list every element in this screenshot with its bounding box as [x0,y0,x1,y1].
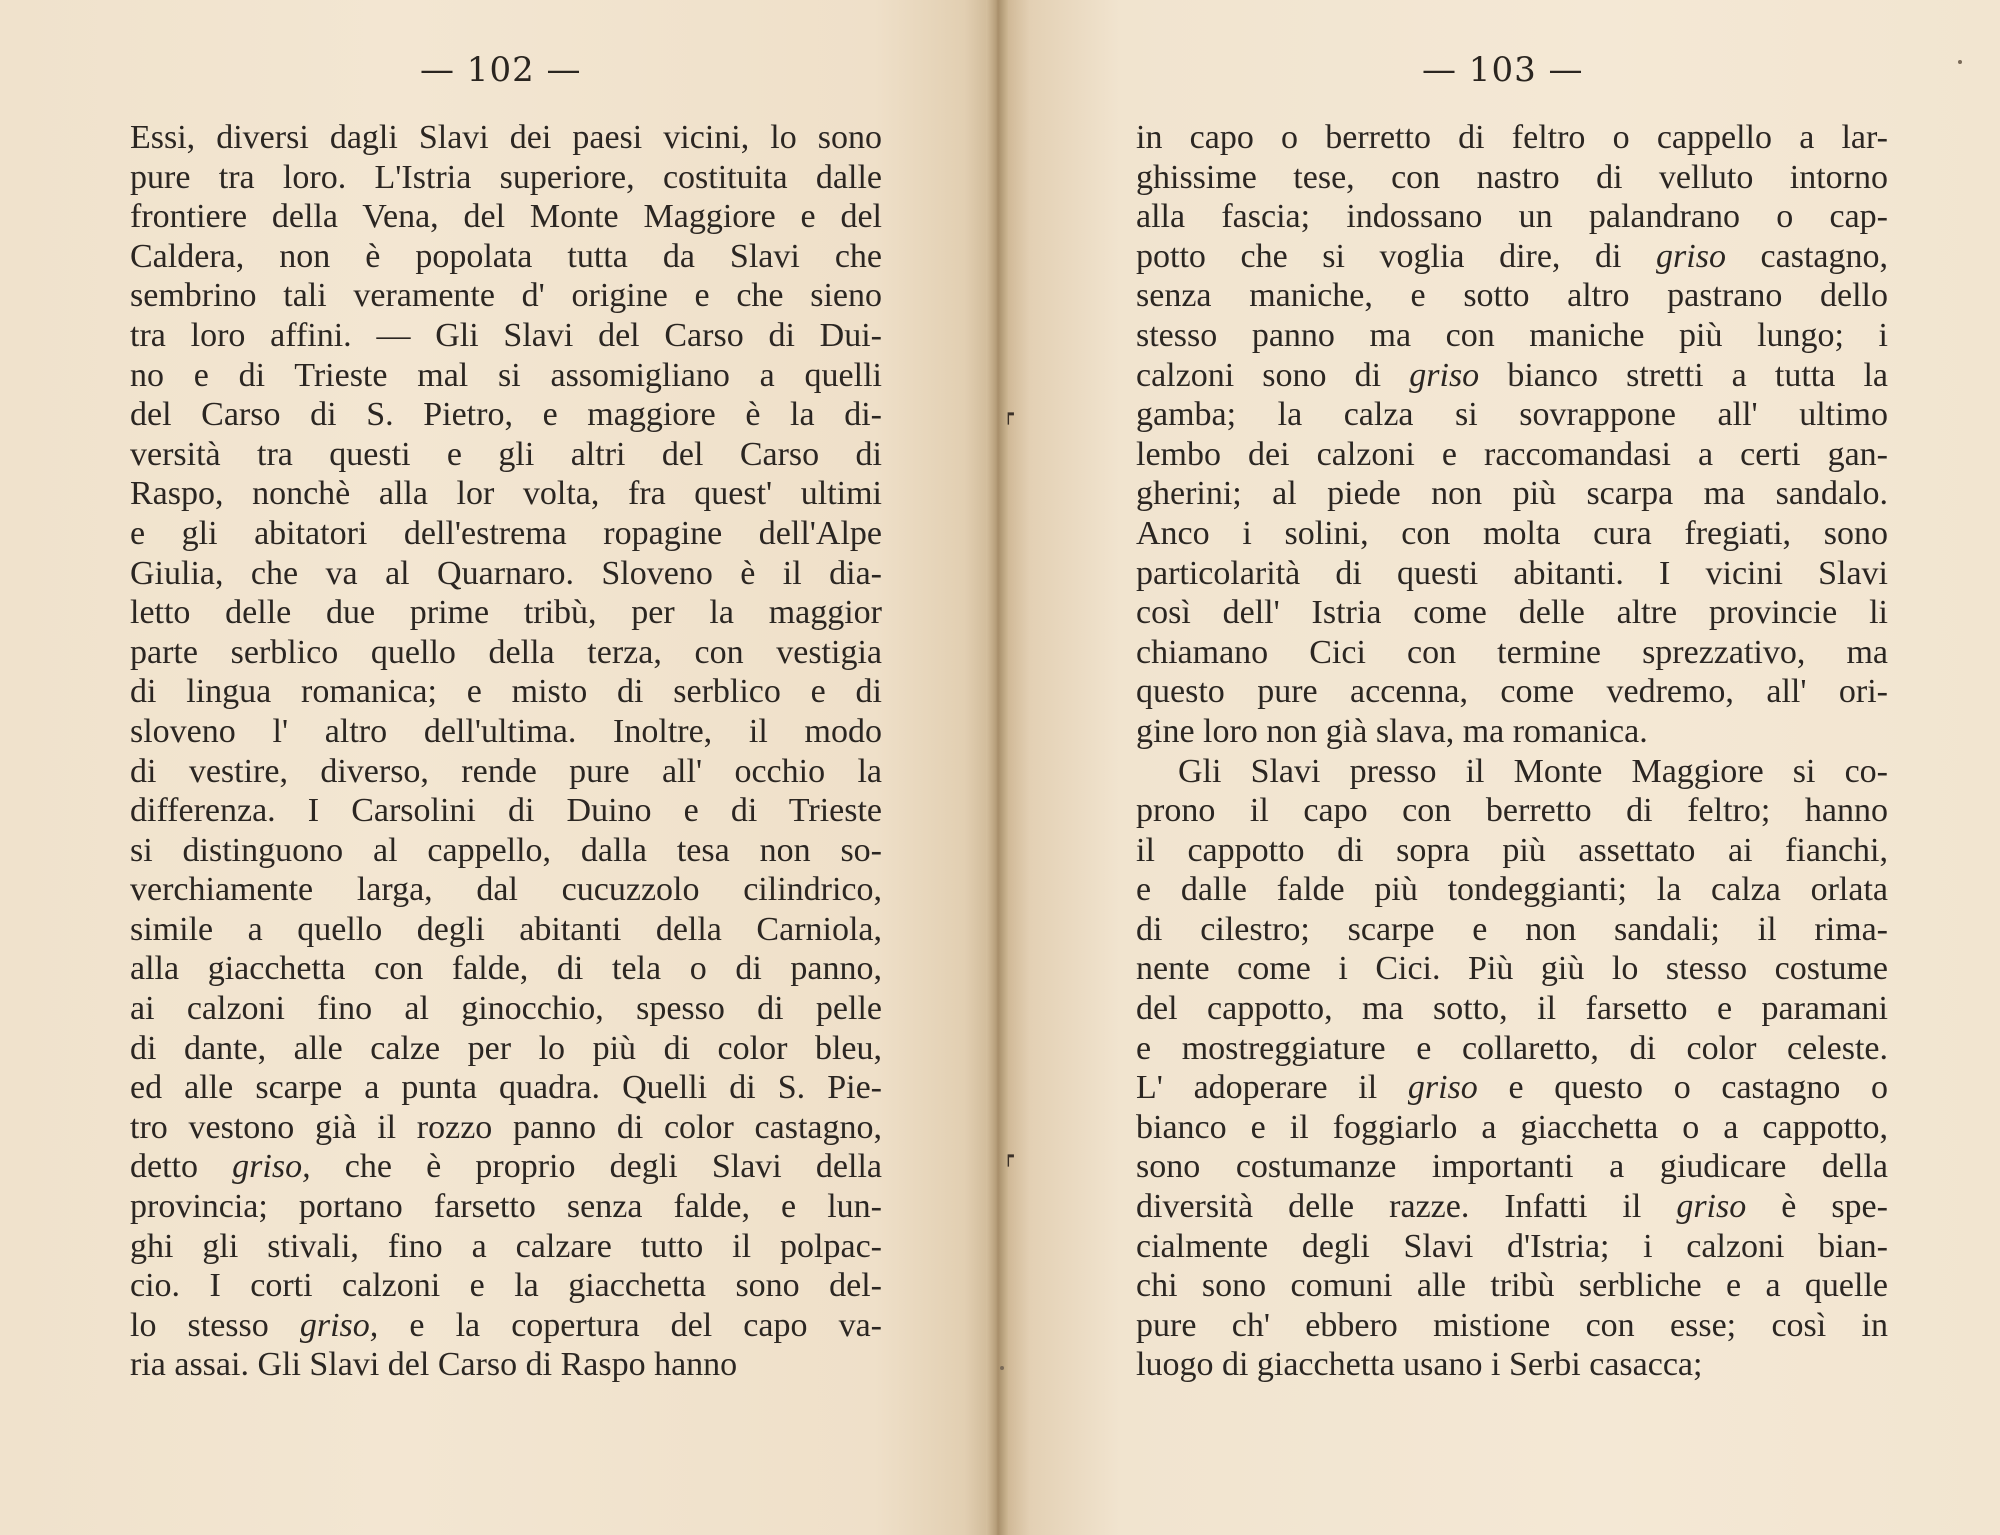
margin-mark: ┍ [1003,404,1014,425]
text-line: calzoni sono di griso bianco stretti a tutta la [1136,356,1888,394]
text-line: di lingua romanica; e misto di serblico e di [130,673,882,711]
text-line: in capo o berretto di feltro o cappello a lar- [1136,119,1888,156]
paper-speck [1000,1366,1004,1370]
text-line: frontiere della Vena, del Monte Maggiore e del [130,198,882,236]
text-line: pure tra loro. L'Istria superiore, costituita dalle [130,158,882,196]
text-line: si distinguono al cappello, dalla tesa non so- [130,831,882,869]
text-line: simile a quello degli abitanti della Carniola, [130,910,882,948]
text-line: particolarità di questi abitanti. I vicini Slavi [1136,554,1888,592]
text-line: cio. I corti calzoni e la giacchetta sono del- [130,1267,882,1305]
text-line: Caldera, non è popolata tutta da Slavi che [130,237,882,275]
text-line: e mostreggiature e collaretto, di color celeste. [1136,1029,1888,1067]
text-line: gine loro non già slava, ma romanica. [1136,712,1648,750]
right-page-text [1136,118,1888,1385]
text-line: del Carso di S. Pietro, e maggiore è la di- [130,396,882,434]
margin-mark: ┍ [1003,1146,1014,1167]
text-line: detto griso, che è proprio degli Slavi della [130,1148,882,1186]
text-line: prono il capo con berretto di feltro; hanno [1136,792,1888,830]
text-line: provincia; portano farsetto senza falde, e lun- [130,1188,882,1226]
text-line: parte serblico quello della terza, con vestigia [130,633,882,671]
text-line: potto che si voglia dire, di griso castagno, [1136,237,1889,275]
text-line: luogo di giacchetta usano i Serbi casacca; [1136,1346,1703,1384]
text-line: differenza. I Carsolini di Duino e di Trieste [130,792,882,830]
text-line: versità tra questi e gli altri del Carso di [130,435,882,473]
text-line: letto delle due prime tribù, per la maggior [130,594,882,632]
text-line: sembrino tali veramente d' origine e che sieno [130,277,882,315]
text-line: lo stesso griso, e la copertura del capo va- [130,1306,882,1344]
text-line: Raspo, nonchè alla lor volta, fra quest' ultimi [130,475,882,513]
left-page-number: — 102 — [420,50,582,90]
text-line: sloveno l' altro dell'ultima. Inoltre, il modo [130,712,882,750]
book-gutter [986,0,1008,1535]
text-line: chi sono comuni alle tribù serbliche e a quelle [1136,1267,1888,1305]
text-line: nente come i Cici. Più giù lo stesso costume [1136,950,1888,988]
text-line: gherini; al piede non più scarpa ma sandalo. [1136,475,1888,513]
text-line: ria assai. Gli Slavi del Carso di Raspo hanno [130,1346,738,1384]
text-line: così dell' Istria come delle altre provincie li [1136,594,1888,632]
right-page-number: — 103 — [1422,50,1584,90]
text-line: cialmente degli Slavi d'Istria; i calzoni bian- [1136,1227,1888,1265]
text-line: ai calzoni fino al ginocchio, spesso di pelle [130,990,882,1028]
text-line: sono costumanze importanti a giudicare della [1136,1148,1888,1186]
text-line: del cappotto, ma sotto, il farsetto e paramani [1136,990,1888,1028]
text-line: Giulia, che va al Quarnaro. Sloveno è il dia- [130,554,882,592]
text-line: di dante, alle calze per lo più di color bleu, [130,1029,882,1067]
text-line: tro vestono già il rozzo panno di color castagno, [130,1108,882,1146]
text-line: alla giacchetta con falde, di tela o di panno, [130,950,882,988]
text-line: ghissime tese, con nastro di velluto intorno [1136,158,1888,196]
text-line: tra loro affini. — Gli Slavi del Carso di Dui- [130,316,882,354]
text-line: Gli Slavi presso il Monte Maggiore si co- [1178,752,1888,790]
text-line: bianco e il foggiarlo a giacchetta o a cappotto, [1136,1108,1888,1146]
paper-speck [1958,60,1962,64]
text-line: Essi, diversi dagli Slavi dei paesi vicini, lo sono [130,119,882,156]
text-line: il cappotto di sopra più assettato ai fianchi, [1136,831,1888,869]
text-line: lembo dei calzoni e raccomandasi a certi gan- [1136,435,1888,473]
text-line: chiamano Cici con termine sprezzativo, ma [1136,633,1888,671]
text-line: ghi gli stivali, fino a calzare tutto il polpac- [130,1227,882,1265]
text-line: alla fascia; indossano un palandrano o cap- [1136,198,1888,236]
text-line: verchiamente larga, dal cucuzzolo cilindrico, [130,871,882,909]
text-line: e dalle falde più tondeggianti; la calza orlata [1136,871,1888,909]
text-line: pure ch' ebbero mistione con esse; così in [1136,1306,1888,1344]
text-line: no e di Trieste mal si assomigliano a quelli [130,356,882,394]
text-line: stesso panno ma con maniche più lungo; i [1136,316,1888,354]
text-line: diversità delle razze. Infatti il griso è spe- [1136,1188,1888,1226]
text-line: questo pure accenna, come vedremo, all' ori- [1136,673,1888,711]
text-line: senza maniche, e sotto altro pastrano dello [1136,277,1888,315]
left-page-text [130,118,882,1385]
text-line: gamba; la calza si sovrappone all' ultimo [1136,396,1888,434]
text-line: ed alle scarpe a punta quadra. Quelli di S. Pie- [130,1069,882,1107]
text-line: L' adoperare il griso e questo o castagno o [1136,1069,1889,1107]
text-line: e gli abitatori dell'estrema ropagine dell'Alpe [130,514,882,552]
text-line: di cilestro; scarpe e non sandali; il rima- [1136,910,1888,948]
text-line: Anco i solini, con molta cura fregiati, sono [1136,514,1888,552]
text-line: di vestire, diverso, rende pure all' occhio la [130,752,882,790]
